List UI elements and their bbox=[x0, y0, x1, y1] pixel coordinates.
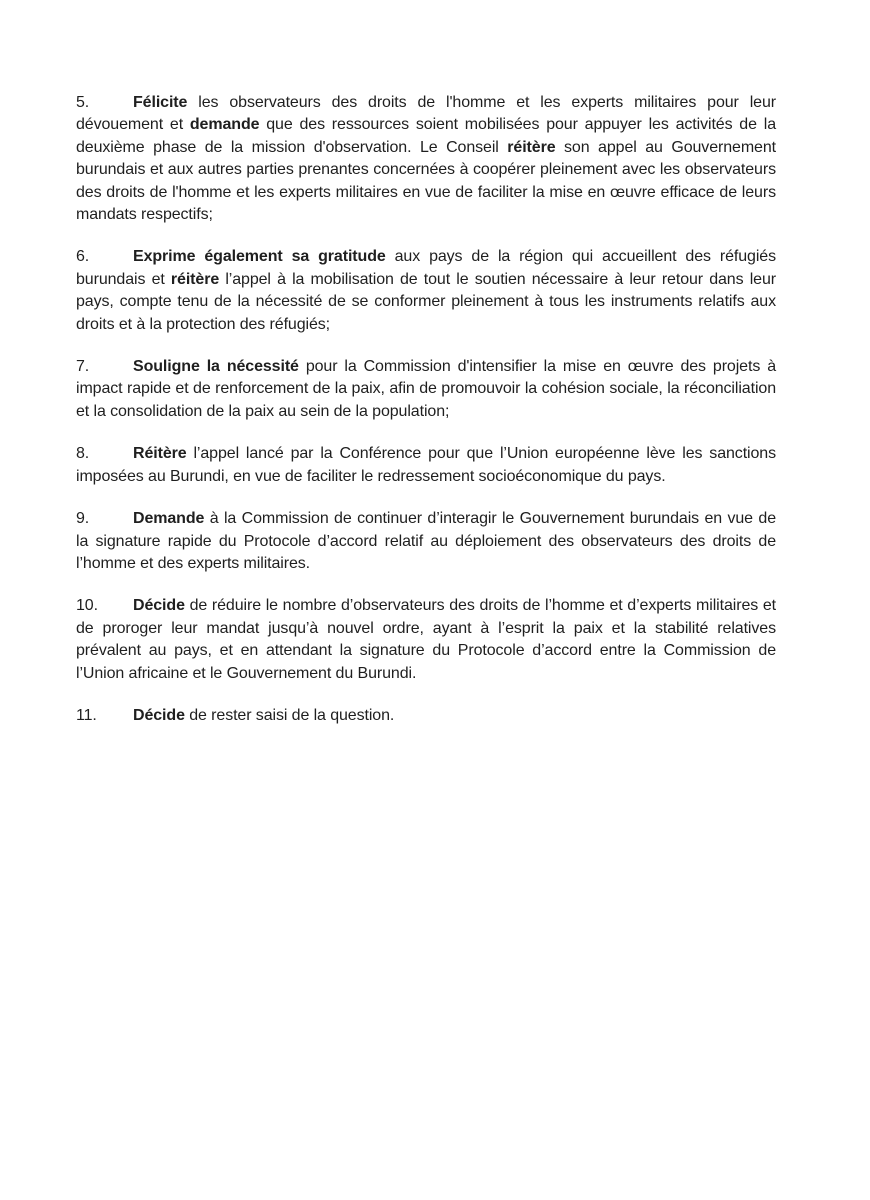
bold-run: Demande bbox=[133, 510, 205, 528]
bold-run: Décide bbox=[133, 706, 185, 724]
text-run: les observateurs des droits de l'homme et les experts militaires pour leur dévouement et bbox=[76, 94, 776, 134]
paragraph-9 bbox=[76, 508, 776, 575]
paragraph-5 bbox=[76, 92, 776, 226]
text-run: de rester saisi de la question. bbox=[184, 706, 395, 724]
paragraph-number: 8. bbox=[76, 445, 90, 463]
text-run: son appel au Gouvernement burundais et aux autres parties prenantes concernées à coopérer pleinement avec les observateurs des droits de l'homme et les experts militaires en vue de faciliter la mise en œuvre efficace de leurs mandats respectifs; bbox=[76, 138, 776, 224]
document-body bbox=[76, 92, 776, 727]
paragraph-number: 10. bbox=[76, 597, 98, 615]
text-run: l’appel lancé par la Conférence pour que l’Union européenne lève les sanctions imposées au Burundi, en vue de faciliter le redressement socioéconomique du pays. bbox=[76, 445, 776, 485]
paragraph-11 bbox=[76, 705, 776, 727]
paragraph-8 bbox=[76, 443, 776, 488]
text-run: l’appel à la mobilisation de tout le soutien nécessaire à leur retour dans leur pays, compte tenu de la nécessité de se conformer pleinement à tous les instruments relatifs aux droits et à la protection des réfugiés; bbox=[76, 270, 776, 333]
bold-run: Exprime également sa gratitude bbox=[133, 248, 386, 266]
bold-run: réitère bbox=[507, 138, 556, 156]
paragraph-number: 6. bbox=[76, 248, 90, 266]
text-run: aux pays de la région qui accueillent des réfugiés burundais et bbox=[76, 248, 776, 288]
paragraph-10 bbox=[76, 595, 776, 685]
paragraph-6 bbox=[76, 246, 776, 336]
text-run: pour la Commission d'intensifier la mise en œuvre des projets à impact rapide et de renforcement de la paix, afin de promouvoir la cohésion sociale, la réconciliation et la consolidation de la paix au sein de la population; bbox=[76, 358, 776, 420]
text-run: à la Commission de continuer d’interagir le Gouvernement burundais en vue de la signature rapide du Protocole d’accord relatif au déploiement des observateurs des droits de l’homme et des experts militaires. bbox=[76, 510, 776, 572]
paragraph-7 bbox=[76, 356, 776, 423]
bold-run: Décide bbox=[133, 597, 185, 615]
bold-run: Félicite bbox=[133, 94, 188, 111]
paragraph-number: 11. bbox=[76, 706, 97, 724]
bold-run: réitère bbox=[170, 270, 220, 288]
bold-run: Souligne la nécessité bbox=[133, 358, 299, 376]
text-run: de réduire le nombre d’observateurs des droits de l’homme et d’experts militaires et de proroger leur mandat jusqu’à nouvel ordre, ayant à l’esprit la paix et la stabilité relatives prévalent au pays, et en attendant la signature du Protocole d’accord entre la Commission de l’Union africaine et le Gouvernement du Burundi. bbox=[76, 597, 776, 682]
paragraph-number: 7. bbox=[76, 358, 90, 376]
bold-run: demande bbox=[189, 116, 260, 134]
paragraph-number: 9. bbox=[76, 510, 90, 528]
text-run: que des ressources soient mobilisées pour appuyer les activités de la deuxième phase de la mission d'observation. Le Conseil bbox=[76, 116, 776, 156]
bold-run: Réitère bbox=[133, 445, 187, 463]
paragraph-number: 5. bbox=[76, 94, 90, 111]
